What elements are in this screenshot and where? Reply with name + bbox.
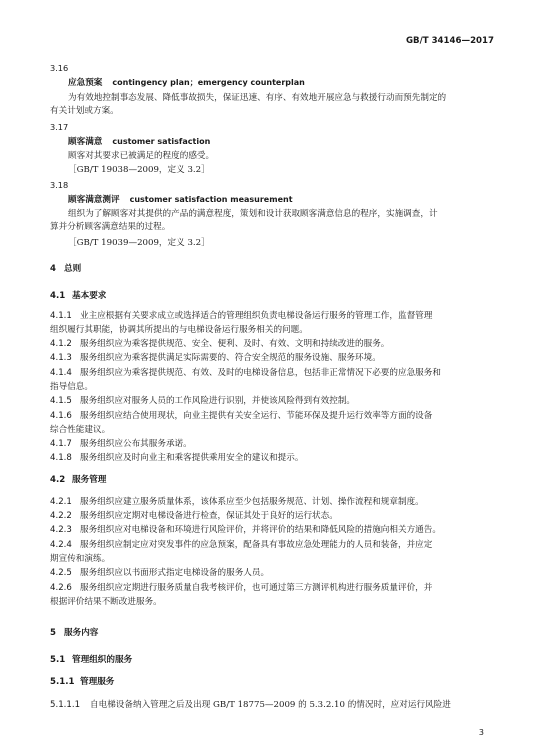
clause: 4.1.7 服务组织应公布其服务承诺。: [50, 439, 192, 449]
subsubsection-title: 管理服务: [80, 677, 115, 687]
term-english: customer satisfaction measurement: [129, 195, 293, 204]
section-heading: [50, 264, 81, 275]
term-definition-line: 顾客对其要求已被满足的程度的感受。: [68, 151, 215, 161]
clause: 4.1.1 业主应根据有关要求成立或选择适合的管理组织负责电梯设备运行服务的管理工作，监督管理: [50, 311, 433, 321]
standard-code-header: GB/T 34146—2017: [405, 36, 494, 46]
clause-continuation: 根据评价结果不断改进服务。: [50, 597, 162, 607]
subsection-title: 服务管理: [72, 475, 107, 485]
term-chinese: 顾客满意测评: [68, 195, 120, 205]
term-source: ［GB/T 19039—2009，定义 3.2］: [68, 238, 210, 248]
term-number: 3.18: [50, 180, 69, 190]
clause: 4.2.3 服务组织应对电梯设备和环境进行风险评价，并将评价的结果和降低风险的措施向相关方通告。: [50, 525, 441, 535]
clause: 4.1.2 服务组织应为乘客提供规范、安全、便利、及时、有效、文明和持续改进的服务。: [50, 339, 390, 349]
subsubsection-heading: [50, 677, 114, 688]
term-definition-line: 为有效地控制事态发展、降低事故损失，保证迅速、有序、有效地开展应急与救援行动而预先制定的: [68, 93, 447, 103]
section-number: 5: [50, 628, 56, 638]
term-number: 3.16: [50, 63, 69, 73]
subsection-title: 管理组织的服务: [72, 655, 133, 665]
term-english: contingency plan；emergency counterplan: [112, 78, 305, 87]
clause: 4.1.4 服务组织应为乘客提供规范、有效、及时的电梯设备信息，包括非正常情况下必要的应急服务和: [50, 368, 441, 378]
clause: 4.2.4 服务组织应制定应对突发事件的应急预案，配备具有事故应急处理能力的人员和装备，并应定: [50, 540, 433, 550]
subsection-number: 5.1: [50, 655, 66, 665]
subsection-title: 基本要求: [72, 291, 107, 301]
clause-continuation: 指导信息。: [50, 382, 93, 392]
section-number: 4: [50, 264, 56, 274]
term-heading: [68, 136, 210, 148]
term-definition-line: 组织为了解顾客对其提供的产品的满意程度，策划和设计获取顾客满意信息的程序，实施调查，计: [68, 209, 438, 219]
clause-continuation: 期宣传和演练。: [50, 554, 111, 564]
term-source: ［GB/T 19038—2009，定义 3.2］: [68, 165, 210, 175]
clause: 4.1.3 服务组织应为乘客提供满足实际需要的、符合安全规范的服务设施、服务环境。: [50, 353, 381, 363]
subsection-number: 4.1: [50, 291, 66, 301]
subsubsection-number: 5.1.1: [50, 677, 75, 687]
term-chinese: 顾客满意: [68, 137, 103, 147]
term-chinese: 应急预案: [68, 78, 103, 88]
clause-continuation: 综合性能建议。: [50, 425, 111, 435]
term-english: customer satisfaction: [112, 137, 211, 146]
term-heading: [68, 194, 293, 206]
term-heading: [68, 77, 305, 89]
term-definition-line: 算并分析顾客满意结果的过程。: [50, 222, 171, 232]
page-number: 3: [478, 728, 484, 737]
clause: 4.2.5 服务组织应以书面形式指定电梯设备的服务人员。: [50, 568, 270, 578]
term-definition-line: 有关计划或方案。: [50, 106, 119, 116]
clause: 4.2.1 服务组织应建立服务质量体系，该体系应至少包括服务规范、计划、操作流程和规章制度。: [50, 497, 424, 507]
clause: 4.1.5 服务组织应对服务人员的工作风险进行识别，并使该风险得到有效控制。: [50, 396, 356, 406]
section-heading: [50, 628, 98, 639]
clause: 4.1.6 服务组织应结合使用现状，向业主提供有关安全运行、节能环保及提升运行效率等方面的设备: [50, 411, 433, 421]
subsection-heading: [50, 655, 132, 666]
section-title: 服务内容: [64, 628, 99, 638]
clause: 5.1.1.1 自电梯设备纳入管理之后及出现 GB/T 18775—2009 的 5.3.2.10 的情况时，应对运行风险进: [50, 700, 451, 710]
term-number: 3.17: [50, 122, 69, 132]
clause: 4.1.8 服务组织应及时向业主和乘客提供乘用安全的建议和提示。: [50, 453, 304, 463]
clause-continuation: 组织履行其职能，协调其所提出的与电梯设备运行服务相关的问题。: [50, 325, 308, 335]
subsection-heading: [50, 475, 106, 486]
clause: 4.2.2 服务组织应定期对电梯设备进行检查，保证其处于良好的运行状态。: [50, 511, 338, 521]
clause: 4.2.6 服务组织应定期进行服务质量自我考核评价，也可通过第三方测评机构进行服务质量评价，并: [50, 583, 433, 593]
subsection-number: 4.2: [50, 475, 66, 485]
subsection-heading: [50, 291, 106, 302]
section-title: 总则: [64, 264, 82, 274]
